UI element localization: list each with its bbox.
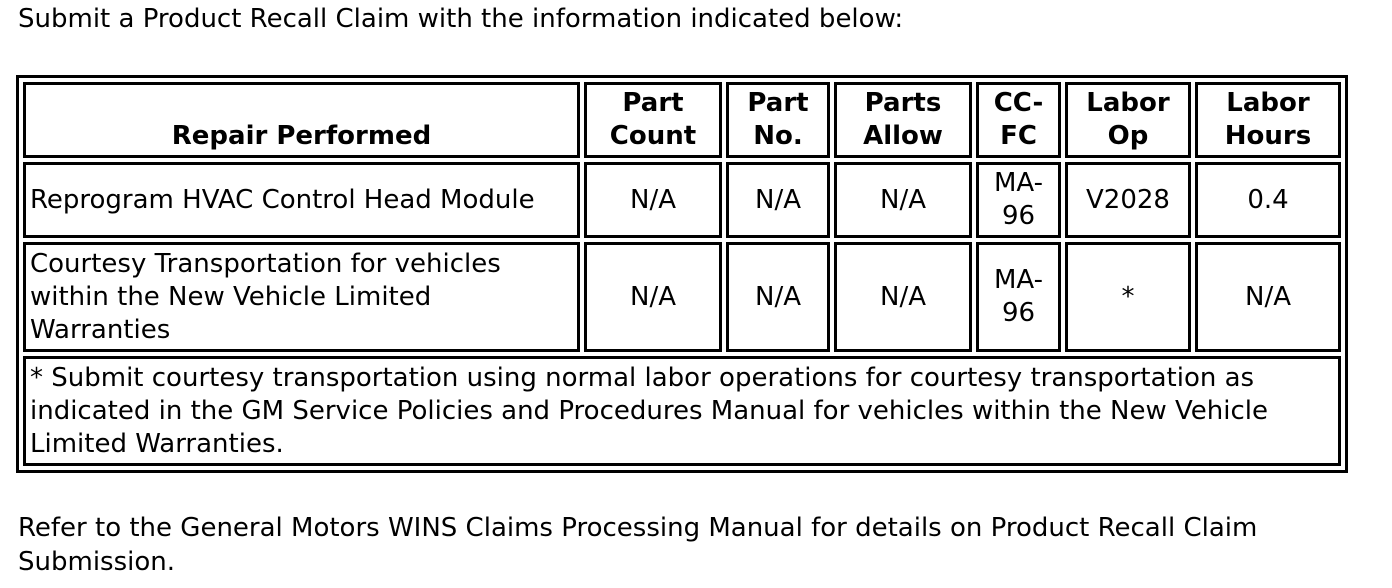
cell-cc-fc: MA-96 [976,162,1061,238]
cell-labor-op: * [1065,242,1191,352]
cell-parts-allow: N/A [834,242,972,352]
header-cc-fc: CC-FC [976,82,1061,158]
header-part-count: Part Count [584,82,722,158]
header-part-no: Part No. [726,82,830,158]
table-footnote: * Submit courtesy transportation using normal labor operations for courtesy transportation as indicated in the GM Service Policies and Procedures Manual for vehicles within the New Vehicle Limited Warranties. [23,356,1341,466]
header-repair-performed: Repair Performed [23,82,580,158]
recall-claim-table [16,75,1348,473]
cell-repair: Courtesy Transportation for vehicles within the New Vehicle Limited Warranties [23,242,580,352]
cell-parts-allow: N/A [834,162,972,238]
table-row [23,162,1341,238]
table-row [23,242,1341,352]
cell-cc-fc: MA-96 [976,242,1061,352]
table-footnote-row [23,356,1341,466]
header-parts-allow: Parts Allow [834,82,972,158]
cell-part-no: N/A [726,242,830,352]
cell-part-no: N/A [726,162,830,238]
cell-labor-hours: N/A [1195,242,1341,352]
cell-labor-op: V2028 [1065,162,1191,238]
header-labor-op: Labor Op [1065,82,1191,158]
cell-labor-hours: 0.4 [1195,162,1341,238]
table-header-row [23,82,1341,158]
header-labor-hours: Labor Hours [1195,82,1341,158]
cell-part-count: N/A [584,162,722,238]
outro-text: Refer to the General Motors WINS Claims Processing Manual for details on Product Recall Claim Submission. [18,513,1258,577]
intro-text: Submit a Product Recall Claim with the information indicated below: [18,4,904,34]
cell-part-count: N/A [584,242,722,352]
cell-repair: Reprogram HVAC Control Head Module [23,162,580,238]
